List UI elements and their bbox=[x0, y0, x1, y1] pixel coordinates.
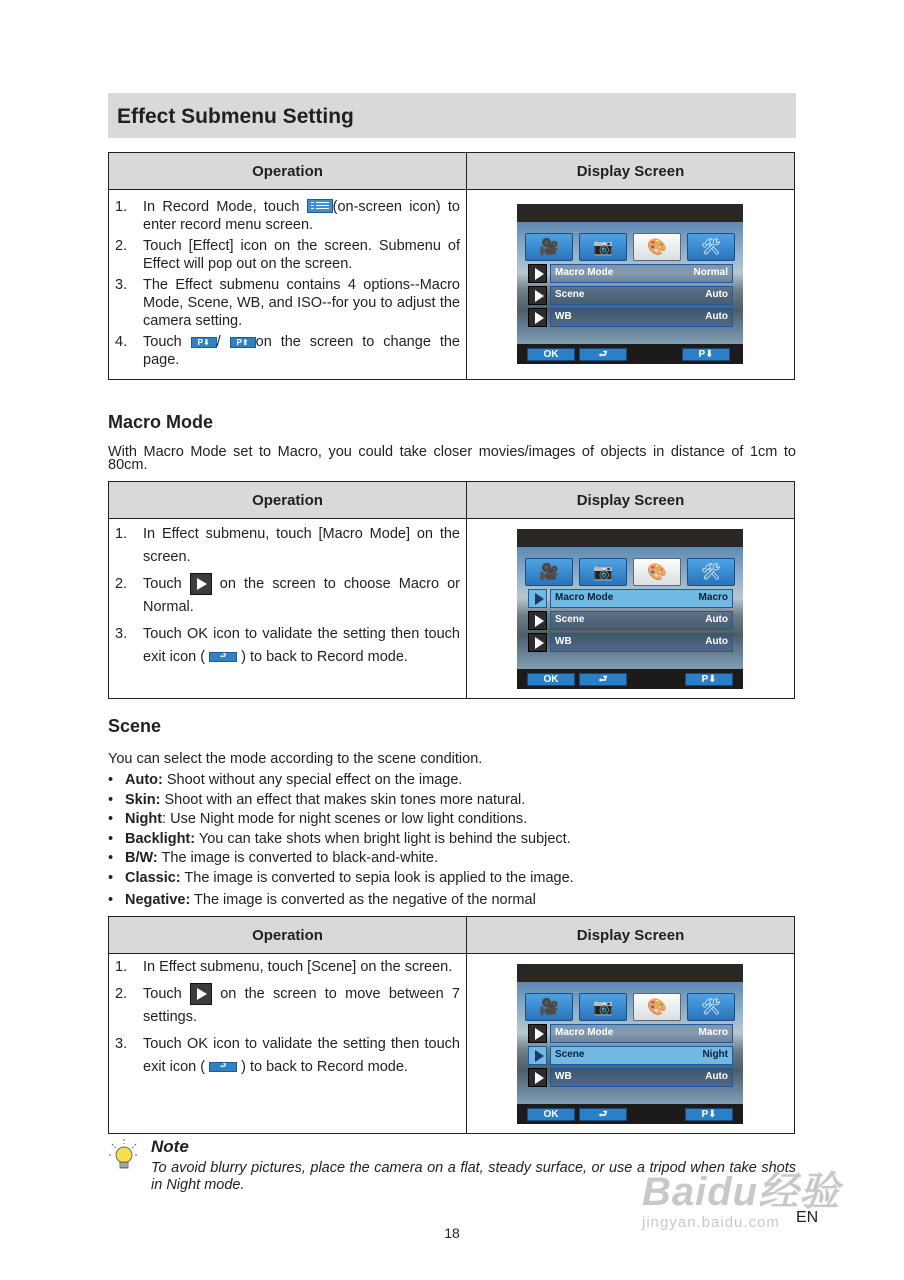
play-icon[interactable] bbox=[528, 308, 547, 327]
camera-screen bbox=[517, 964, 743, 1124]
effect-submenu-table bbox=[108, 152, 795, 380]
camera-tab-icon[interactable]: 📷 bbox=[579, 558, 627, 586]
play-icon bbox=[190, 573, 212, 595]
operation-steps bbox=[109, 519, 467, 699]
page-number: 18 bbox=[444, 1225, 460, 1241]
list-item: • B/W: The image is converted to black-and-white. bbox=[108, 849, 796, 869]
operation-header: Operation bbox=[109, 482, 467, 519]
play-icon[interactable] bbox=[528, 264, 547, 283]
display-screen-header: Display Screen bbox=[467, 482, 795, 519]
step-item: 3. Touch OK icon to validate the setting then touch exit icon ( ⮐ ) to back to Record mode. bbox=[115, 626, 460, 665]
operation-header: Operation bbox=[109, 917, 467, 954]
exit-button[interactable]: ⮐ bbox=[579, 348, 627, 361]
section-header bbox=[108, 93, 796, 138]
page-down-button[interactable]: P⬇ bbox=[685, 673, 733, 686]
effect-tab-icon[interactable]: 🎨 bbox=[633, 233, 681, 261]
watermark-brand: Baidu经验 bbox=[642, 1170, 841, 1214]
list-item: • Night: Use Night mode for night scenes or low light conditions. bbox=[108, 810, 796, 830]
step-item: 3. Touch OK icon to validate the setting then touch exit icon ( ⮐ ) to back to Record mode. bbox=[115, 1036, 460, 1075]
step-item: 1. In Effect submenu, touch [Macro Mode] on the screen. bbox=[115, 526, 460, 565]
menu-icon bbox=[307, 199, 333, 213]
exit-icon: ⮐ bbox=[209, 1062, 237, 1072]
camera-tab-icon[interactable]: 📷 bbox=[579, 233, 627, 261]
watermark bbox=[642, 1170, 852, 1250]
ok-button[interactable]: OK bbox=[527, 348, 575, 361]
play-icon[interactable] bbox=[528, 286, 547, 305]
setup-tab-icon[interactable]: 🛠 bbox=[687, 233, 735, 261]
operation-steps bbox=[109, 954, 467, 1134]
step-item: 3. The Effect submenu contains 4 options--Macro Mode, Scene, WB, and ISO--for you to adjust the camera setting. bbox=[115, 277, 460, 329]
play-icon[interactable] bbox=[528, 633, 547, 652]
macro-mode-description: With Macro Mode set to Macro, you could take closer movies/images of objects in distance of 1cm to 80cm. bbox=[108, 444, 796, 473]
menu-row-wb[interactable]: WB Auto bbox=[528, 308, 733, 327]
display-screen-header: Display Screen bbox=[467, 153, 795, 190]
scene-table bbox=[108, 916, 795, 1134]
setup-tab-icon[interactable]: 🛠 bbox=[687, 558, 735, 586]
list-item: • Backlight: You can take shots when bright light is behind the subject. bbox=[108, 830, 796, 850]
step-item: 1. In Effect submenu, touch [Scene] on the screen. bbox=[115, 959, 453, 975]
language-label: EN bbox=[796, 1209, 819, 1226]
setup-tab-icon[interactable]: 🛠 bbox=[687, 993, 735, 1021]
operation-steps bbox=[109, 190, 467, 380]
page-title: Effect Submenu Setting bbox=[117, 105, 354, 128]
list-item: • Auto: Shoot without any special effect on the image. bbox=[108, 771, 796, 791]
video-tab-icon[interactable]: 🎥 bbox=[525, 233, 573, 261]
effect-tab-icon[interactable]: 🎨 bbox=[633, 558, 681, 586]
macro-mode-table bbox=[108, 481, 795, 699]
menu-row-macro[interactable]: Macro Mode Macro bbox=[528, 1024, 733, 1043]
ok-button[interactable]: OK bbox=[527, 1108, 575, 1121]
ok-button[interactable]: OK bbox=[527, 673, 575, 686]
display-cell bbox=[467, 954, 795, 1134]
page-down-icon: P⬇ bbox=[191, 337, 217, 348]
exit-icon: ⮐ bbox=[209, 652, 237, 662]
scene-options-list bbox=[108, 750, 796, 910]
note-title: Note bbox=[151, 1137, 189, 1156]
camera-tab-icon[interactable]: 📷 bbox=[579, 993, 627, 1021]
list-item: • Skin: Shoot with an effect that makes skin tones more natural. bbox=[108, 791, 796, 811]
operation-header: Operation bbox=[109, 153, 467, 190]
play-icon[interactable] bbox=[528, 1068, 547, 1087]
step-item: 4. Touch P⬇ / P⬆ on the screen to change the page. bbox=[115, 334, 460, 368]
display-screen-header: Display Screen bbox=[467, 917, 795, 954]
watermark-url: jingyan.baidu.com bbox=[642, 1214, 780, 1231]
video-tab-icon[interactable]: 🎥 bbox=[525, 558, 573, 586]
play-icon bbox=[190, 983, 212, 1005]
play-icon[interactable] bbox=[528, 1024, 547, 1043]
step-item: 2. Touch [Effect] icon on the screen. Submenu of Effect will pop out on the screen. bbox=[115, 238, 460, 272]
camera-screen bbox=[517, 529, 743, 689]
step-item: 2. Touch on the screen to choose Macro or Normal. bbox=[115, 573, 460, 619]
step-item: 1. In Record Mode, touch (on-screen icon) to enter record menu screen. bbox=[115, 199, 460, 233]
exit-button[interactable]: ⮐ bbox=[579, 1108, 627, 1121]
play-icon[interactable] bbox=[528, 589, 547, 608]
effect-tab-icon[interactable]: 🎨 bbox=[633, 993, 681, 1021]
menu-row-wb[interactable]: WB Auto bbox=[528, 1068, 733, 1087]
list-item: • Negative: The image is converted as the negative of the normal bbox=[108, 891, 796, 911]
exit-button[interactable]: ⮐ bbox=[579, 673, 627, 686]
menu-row-scene[interactable]: Scene Night bbox=[528, 1046, 733, 1065]
step-item: 2. Touch on the screen to move between 7 settings. bbox=[115, 983, 460, 1029]
scene-intro: You can select the mode according to the scene condition. bbox=[108, 751, 483, 767]
menu-row-macro[interactable]: Macro Mode Macro bbox=[528, 589, 733, 608]
menu-row-macro[interactable]: Macro Mode Normal bbox=[528, 264, 733, 283]
scene-title: Scene bbox=[108, 716, 162, 736]
play-icon[interactable] bbox=[528, 611, 547, 630]
page-up-icon: P⬆ bbox=[230, 337, 256, 348]
camera-screen bbox=[517, 204, 743, 364]
play-icon[interactable] bbox=[528, 1046, 547, 1065]
video-tab-icon[interactable]: 🎥 bbox=[525, 993, 573, 1021]
lightbulb-icon bbox=[108, 1138, 138, 1172]
list-item: • Classic: The image is converted to sepia look is applied to the image. bbox=[108, 869, 796, 889]
menu-row-wb[interactable]: WB Auto bbox=[528, 633, 733, 652]
macro-mode-title: Macro Mode bbox=[108, 412, 214, 432]
page-down-button[interactable]: P⬇ bbox=[685, 1108, 733, 1121]
display-cell bbox=[467, 519, 795, 699]
note-text: To avoid blurry pictures, place the camera on a flat, steady surface, or use a tripod when take shots in Night mode. bbox=[151, 1160, 796, 1193]
menu-row-scene[interactable]: Scene Auto bbox=[528, 286, 733, 305]
display-cell bbox=[467, 190, 795, 380]
menu-row-scene[interactable]: Scene Auto bbox=[528, 611, 733, 630]
page-down-button[interactable]: P⬇ bbox=[682, 348, 730, 361]
